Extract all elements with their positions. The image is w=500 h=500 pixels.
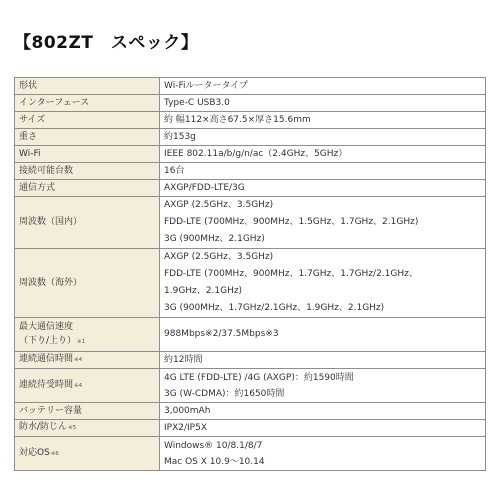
row-value [160,112,486,129]
value-line: 約 幅112×高さ67.5×厚さ15.6mm [164,114,311,125]
label-part: 防水/防じん [19,422,68,432]
row-value [160,369,486,403]
label-part: 連続待受時間 [19,379,74,390]
table-row [15,420,486,437]
row-value [160,403,486,420]
table-row [15,249,486,318]
row-label [15,369,160,403]
page-title: 【802ZT スペック】 [14,33,199,53]
table-row [15,146,486,163]
value-line: FDD-LTE (700MHz、900MHz、1.5GHz、1.7GHz、2.1GHz) [164,217,419,227]
footnote-mark: ※4 [74,382,83,389]
label-part: 対応OS [19,447,50,458]
value-line: Type-C USB3.0 [164,97,230,108]
row-label [15,420,160,437]
table-row [15,318,486,352]
row-label: 通信方式 [15,180,160,197]
row-value [160,318,486,352]
value-line: 3G (900MHz、1.7GHz/2.1GHz、1.9GHz、2.1GHz) [164,303,385,313]
table-row [15,197,486,249]
footnote-mark: ※5 [68,425,77,431]
value-line: AXGP (2.5GHz、3.5GHz) [164,252,274,262]
table-row [15,352,486,369]
value-line: Wi-Fiルータータイプ [164,80,249,91]
row-label [15,318,160,352]
row-value [160,352,486,369]
row-label: 周波数（海外） [15,249,160,318]
row-value [160,249,486,318]
value-line: AXGP (2.5GHz、3.5GHz) [164,200,274,210]
table-row [15,180,486,197]
row-label [15,352,160,369]
value-line: Mac OS X 10.9〜10.14 [164,456,265,467]
row-label: 重さ [15,129,160,146]
row-value [160,129,486,146]
footnote-mark: ※1 [77,339,86,345]
value-line: AXGP/FDD-LTE/3G [164,182,245,193]
footnote-mark: ※6 [50,450,59,457]
label-part: （下り/上り） [19,336,77,346]
value-line: 3G (W-CDMA)：約1650時間 [164,388,285,399]
row-value [160,180,486,197]
value-line: IPX2/IP5X [164,422,207,433]
row-label: 接続可能台数 [15,163,160,180]
table-row [15,369,486,403]
value-line: 3,000mAh [164,405,211,416]
table-row [15,403,486,420]
row-value [160,420,486,437]
row-label: バッテリー容量 [15,403,160,420]
footnote-mark: ※4 [74,357,83,363]
label-line: 最大通信速度 [19,322,74,332]
spec-table [14,77,486,471]
table-row [15,437,486,471]
row-label: サイズ [15,112,160,129]
row-label: 形状 [15,78,160,95]
value-line: 1.9GHz、2.1GHz) [164,286,243,296]
row-value [160,95,486,112]
table-row [15,78,486,95]
value-line: 約12時間 [164,354,203,365]
row-value [160,146,486,163]
value-line: 約153g [164,131,196,142]
table-row [15,95,486,112]
value-line: FDD-LTE (700MHz、900MHz、1.7GHz、1.7GHz/2.1GHz、 [164,269,418,279]
value-line: Windows® 10/8.1/8/7 [164,440,263,451]
row-label: Wi-Fi [15,146,160,163]
table-row [15,112,486,129]
value-line: 3G (900MHz、2.1GHz) [164,234,265,244]
value-line: 4G LTE (FDD-LTE) /4G (AXGP)：約1590時間 [164,372,354,383]
row-label: インターフェース [15,95,160,112]
row-label: 周波数（国内） [15,197,160,249]
row-value [160,78,486,95]
label-line [19,334,155,349]
row-value [160,197,486,249]
row-label [15,437,160,471]
value-line: 16台 [164,165,185,176]
table-row [15,163,486,180]
value-line: IEEE 802.11a/b/g/n/ac（2.4GHz、5GHz） [164,148,348,159]
value-line: 988Mbps※2/37.5Mbps※3 [164,329,279,339]
table-row [15,129,486,146]
row-value [160,437,486,471]
label-part: 連続通信時間 [19,354,74,364]
row-value [160,163,486,180]
